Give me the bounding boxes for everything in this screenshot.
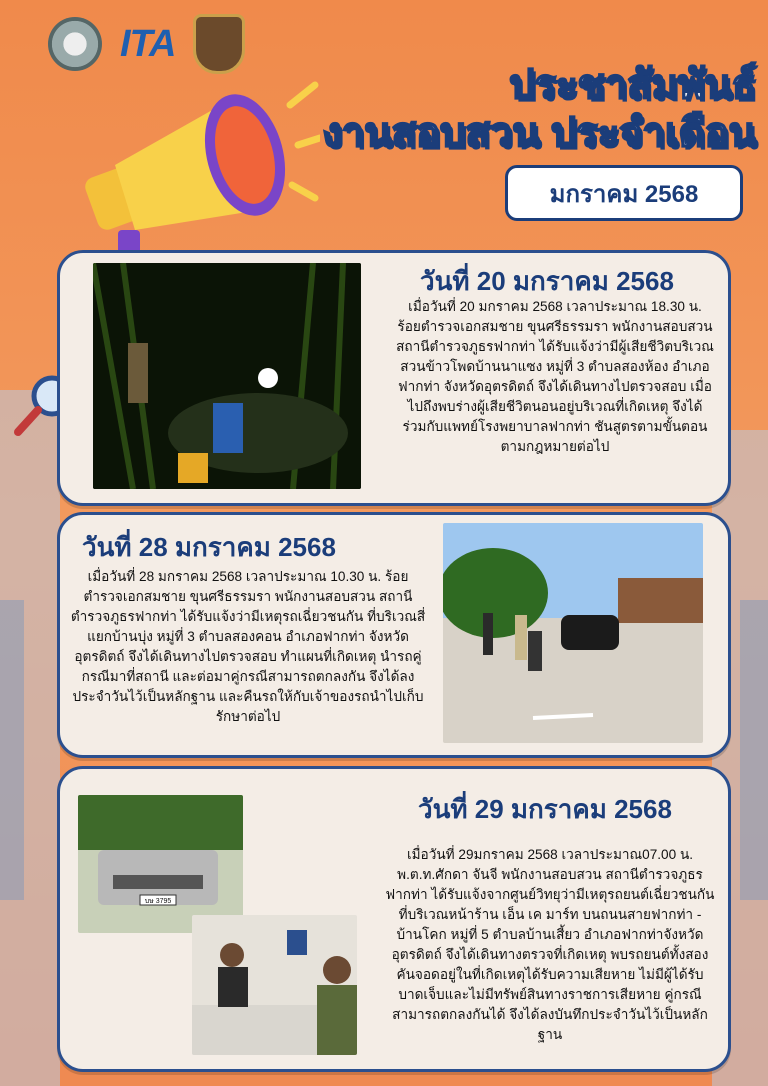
page-title-line2: งานสอบสวน ประจำเดือน [322, 111, 756, 155]
license-plate: บษ 3795 [144, 898, 172, 905]
card3-photo-bottom [192, 915, 357, 1055]
news-card-1 [57, 250, 731, 506]
card1-description: เมื่อวันที่ 20 มกราคม 2568 เวลาประมาณ 18.30 น. ร้อยตำรวจเอกสมชาย ขุนศรีธรรมรา พนักงานสอบสวน สถานีตำรวจภูธรฟากท่า ได้รับแจ้งว่ามีผู้เสียชีวิตบริเวณสวนข้าวโพดบ้านนาแซง หมู่ที่ 3 ตำบลสองห้อง อำเภอฟากท่า จังหวัดอุตรดิตถ์ จึงได้เดินทางไปตรวจสอบ เมื่อไปถึงพบร่างผู้เสียชีวิตนอนอยู่บริเวณที่เกิดเหตุ จึงได้ร่วมกับแพทย์โรงพยาบาลฟากท่า ชันสูตรตามขั้นตอนตามกฎหมายต่อไป [396, 299, 714, 454]
card2-description: เมื่อวันที่ 28 มกราคม 2568 เวลาประมาณ 10.30 น. ร้อยตำรวจเอกสมชาย ขุนศรีธรรมรา พนักงานสอบสวน สถานีตำรวจภูธรฟากท่า ได้รับแจ้งว่ามีเหตุรถเฉี่ยวชนกัน ที่บริเวณสี่แยกบ้านบุ่ง หมู่ที่ 3 ตำบลสองคอน อำเภอฟากท่า จังหวัดอุตรดิตถ์ จึงได้เดินทางไปตรวจสอบ ทำแผนที่เกิดเหตุ นำรถคู่กรณีมาที่สถานี และต่อมาคู่กรณีสามารถตกลงกัน จึงได้ลงประจำวันไว้เป็นหลักฐาน และคืนรถให้กับเจ้าของรถนำไปเก็บรักษาต่อไป [70, 569, 426, 724]
background-building [740, 600, 768, 900]
news-card-2 [57, 512, 731, 758]
month-badge: มกราคม 2568 [505, 165, 743, 221]
card1-photo [93, 263, 361, 489]
accident-scene-image [443, 523, 703, 743]
card3-photo-top [78, 795, 243, 933]
card1-date: วันที่ 20 มกราคม 2568 [420, 266, 674, 296]
megaphone-icon [60, 70, 320, 255]
office-meeting-image [192, 915, 357, 1055]
card3-date: วันที่ 29 มกราคม 2568 [418, 794, 672, 824]
header-logos [48, 14, 245, 74]
background-building [0, 600, 24, 900]
card2-date: วันที่ 28 มกราคม 2568 [82, 532, 336, 562]
night-scene-image [93, 263, 361, 489]
card3-description: เมื่อวันที่ 29มกราคม 2568 เวลาประมาณ07.00 น. พ.ต.ท.ศักดา จันจี พนักงานสอบสวน สถานีตำรวจภูธรฟากท่า ได้รับแจ้งจากศูนย์วิทยุว่ามีเหตุรถยนต์เฉี่ยวชนกันที่บริเวณหน้าร้าน เอ็น เค มาร์ท บนถนนสายฟากท่า - บ้านโคก หมู่ที่ 5 ตำบลบ้านเสี้ยว อำเภอฟากท่าจังหวัดอุตรดิตถ์ จึงได้เดินทางตรวจที่เกิดเหตุ พบรถยนต์ทั้งสองคันจอดอยู่ในที่เกิดเหตุได้รับความเสียหาย ไม่มีผู้ได้รับบาดเจ็บและไม่มีทรัพย์สินทางราชการเสียหาย คู่กรณีสามารถตกลงกันได้ จึงได้ลงบันทึกประจำวันไว้เป็นหลักฐาน [385, 847, 715, 1042]
page-title-line1: ประชาสัมพันธ์ [509, 63, 756, 107]
news-card-3 [57, 766, 731, 1072]
police-emblem-logo [48, 17, 102, 71]
card2-photo [443, 523, 703, 743]
station-badge-logo [193, 14, 245, 74]
ita-logo: ITA [120, 22, 176, 65]
damaged-truck-image [78, 795, 243, 933]
